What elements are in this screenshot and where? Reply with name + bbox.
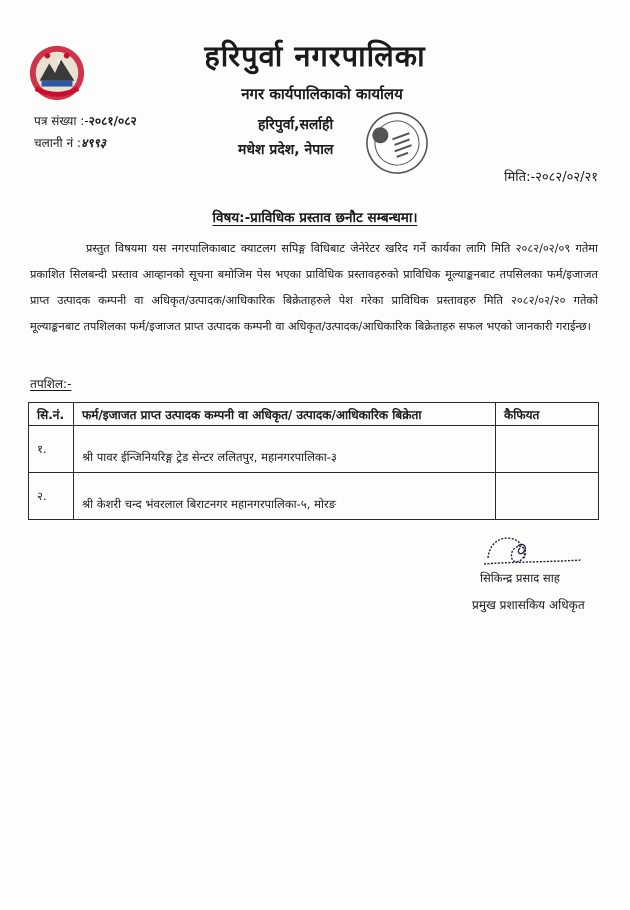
header-sn: सि.नं. bbox=[29, 403, 74, 426]
subject-text: विषय:-प्राविधिक प्रस्ताव छनौट सम्बन्धमा। bbox=[212, 210, 418, 226]
cell-vendor: श्री पावर ईन्जिनियरिङ्ग ट्रेड सेन्टर ललितपुर, महानगरपालिका-३ bbox=[74, 426, 496, 473]
address-line2: मधेश प्रदेश, नेपाल bbox=[238, 142, 334, 158]
office-name: नगर कार्यपालिकाको कार्यालय bbox=[241, 85, 403, 103]
cell-remarks bbox=[496, 473, 599, 520]
table-row bbox=[29, 426, 599, 473]
dispatch-number bbox=[34, 134, 106, 151]
cell-sn: २. bbox=[29, 473, 74, 520]
header-vendor: फर्म/इजाजत प्राप्त उत्पादक कम्पनी वा अधिकृत/ उत्पादक/आधिकारिक बिक्रेता bbox=[74, 403, 496, 426]
table-row bbox=[29, 473, 599, 520]
dispatch-label: चलानी नं : bbox=[34, 136, 81, 150]
details-label: तपशिल:- bbox=[30, 377, 72, 391]
cell-sn: १. bbox=[29, 426, 74, 473]
vendor-table bbox=[28, 402, 599, 520]
signer-name: सिकिन्द्र प्रसाद साह bbox=[480, 571, 560, 585]
dispatch-value: ४९९३ bbox=[80, 136, 106, 150]
reference-value: २०८१/०८२ bbox=[88, 114, 137, 128]
org-name: हरिपुर्वा नगरपालिका bbox=[204, 39, 426, 73]
reference-number bbox=[34, 112, 137, 129]
date-value: २०८२/०२/२१ bbox=[535, 170, 598, 185]
address-line1: हरिपुर्वा,सर्लाही bbox=[258, 117, 334, 133]
signer-title: प्रमुख प्रशासकिय अधिकृत bbox=[472, 598, 585, 612]
table-header-row bbox=[29, 403, 599, 426]
subject-line bbox=[0, 208, 630, 226]
office-seal-icon bbox=[362, 108, 432, 178]
reference-label: पत्र संख्या :- bbox=[34, 114, 89, 128]
cell-vendor: श्री केशरी चन्द भंवरलाल बिराटनगर महानगरपालिका-५, मोरङ bbox=[74, 473, 496, 520]
body-paragraph: प्रस्तुत विषयमा यस नगरपालिकाबाट क्याटलग सपिङ्ग विधिबाट जेनेरेटर खरिद गर्ने कार्यका लागि मिति २०८२/०२/०९ गतेमा प्रकाशित सिलबन्दी प्रस्ताव आव्हानको सूचना बमोजिम पेस भएका प्राविधिक प्रस्तावहरुको प्राविधिक मूल्याङ्कनबाट तपसिलका फर्म/इजाजत प्राप्त उत्पादक कम्पनी वा अधिकृत/उत्पादक/आधिकारिक बिक्रेताहरुले पेश गरेका प्राविधिक प्रस्तावहरु मिति २०८२/०२/२० गतेको मूल्याङ्कनबाट तपशिलका फर्म/इजाजत प्राप्त उत्पादक कम्पनी वा अधिकृत/उत्पादक/आधिकारिक बिक्रेताहरु सफल भएको जानकारी गराईन्छ। bbox=[30, 242, 598, 333]
date-label: मिति:- bbox=[504, 170, 536, 185]
header-remarks: कैफियत bbox=[496, 403, 599, 426]
letter-date bbox=[504, 167, 598, 185]
cell-remarks bbox=[496, 426, 599, 473]
